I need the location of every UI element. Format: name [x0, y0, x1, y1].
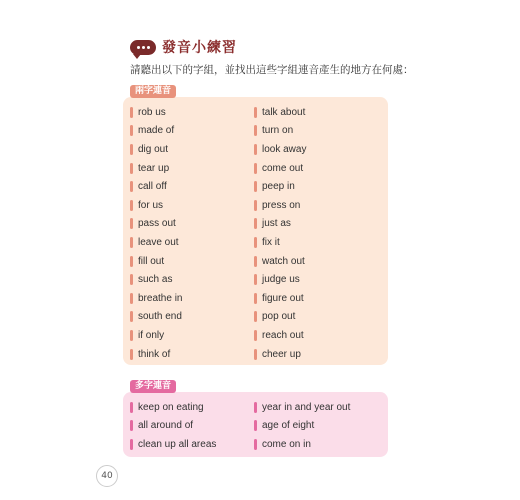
phrase-item-text: come on in: [262, 438, 311, 450]
bullet-marker-icon: [254, 439, 257, 450]
phrase-item-text: leave out: [138, 236, 179, 248]
bullet-marker-icon: [130, 256, 133, 267]
bullet-marker-icon: [254, 402, 257, 413]
phrase-item: [254, 289, 378, 308]
phrase-item-text: just as: [262, 218, 291, 230]
phrase-item-text: all around of: [138, 420, 194, 432]
bullet-marker-icon: [130, 402, 133, 413]
phrase-item: [254, 140, 378, 159]
bullet-marker-icon: [130, 439, 133, 450]
phrase-item: [130, 270, 254, 289]
bullet-marker-icon: [254, 107, 257, 118]
phrase-item-text: such as: [138, 274, 173, 286]
phrase-item: [254, 159, 378, 178]
bullet-marker-icon: [130, 125, 133, 136]
speech-bubble-icon: [130, 40, 156, 55]
bullet-marker-icon: [254, 274, 257, 285]
bullet-marker-icon: [254, 181, 257, 192]
phrase-item-text: clean up all areas: [138, 438, 217, 450]
phrase-item-text: if only: [138, 329, 165, 341]
phrase-item-text: talk about: [262, 106, 306, 118]
two-word-linking-tag: 兩字連音: [130, 85, 176, 98]
bullet-marker-icon: [130, 200, 133, 211]
page-number: 40: [96, 465, 118, 487]
phrase-item-text: age of eight: [262, 420, 315, 432]
bullet-marker-icon: [130, 181, 133, 192]
phrase-item: [130, 215, 254, 234]
bullet-marker-icon: [254, 293, 257, 304]
phrase-item: [254, 103, 378, 122]
phrase-item-text: year in and year out: [262, 401, 351, 413]
bullet-marker-icon: [254, 125, 257, 136]
phrase-item: [130, 122, 254, 141]
phrase-item: [254, 177, 378, 196]
bullet-marker-icon: [130, 163, 133, 174]
phrase-item: [130, 308, 254, 327]
bullet-marker-icon: [254, 163, 257, 174]
phrase-item-text: breathe in: [138, 292, 183, 304]
phrase-item: [130, 103, 254, 122]
phrase-item: [130, 159, 254, 178]
phrase-item: [130, 398, 254, 417]
phrase-item-text: press on: [262, 199, 301, 211]
bullet-marker-icon: [130, 237, 133, 248]
phrase-item: [130, 140, 254, 159]
phrase-item-text: pass out: [138, 218, 176, 230]
multi-word-linking-tag: 多字連音: [130, 380, 176, 393]
phrase-item: [130, 196, 254, 215]
phrase-item: [254, 326, 378, 345]
phrase-item: [254, 435, 378, 454]
phrase-item-text: cheer up: [262, 348, 301, 360]
bullet-marker-icon: [130, 274, 133, 285]
phrase-item-text: judge us: [262, 274, 300, 286]
phrase-item: [130, 417, 254, 436]
phrase-item-text: call off: [138, 181, 167, 193]
instruction-text: 請聽出以下的字組，並找出這些字組連音產生的地方在何處：: [130, 64, 414, 76]
phrase-item-text: watch out: [262, 255, 305, 267]
phrase-item-text: come out: [262, 162, 304, 174]
phrase-item: [254, 270, 378, 289]
bullet-marker-icon: [254, 420, 257, 431]
bullet-marker-icon: [254, 218, 257, 229]
bullet-marker-icon: [254, 330, 257, 341]
phrase-item: [254, 196, 378, 215]
page-title: 發音小練習: [162, 40, 237, 56]
bullet-marker-icon: [130, 107, 133, 118]
phrase-item: [254, 398, 378, 417]
phrase-item-text: made of: [138, 125, 175, 137]
bullet-marker-icon: [254, 349, 257, 360]
phrase-item: [130, 233, 254, 252]
bullet-marker-icon: [130, 293, 133, 304]
phrase-item-text: tear up: [138, 162, 170, 174]
phrase-item: [254, 215, 378, 234]
bullet-marker-icon: [254, 256, 257, 267]
two-word-list: [130, 103, 378, 363]
phrase-item-text: fix it: [262, 236, 280, 248]
phrase-item: [254, 417, 378, 436]
bullet-marker-icon: [254, 200, 257, 211]
bullet-marker-icon: [254, 237, 257, 248]
phrase-item-text: dig out: [138, 143, 169, 155]
phrase-item: [254, 308, 378, 327]
phrase-item-text: south end: [138, 311, 182, 323]
phrase-item: [254, 345, 378, 364]
bullet-marker-icon: [130, 330, 133, 341]
phrase-item-text: turn on: [262, 125, 294, 137]
phrase-item: [254, 122, 378, 141]
phrase-item-text: look away: [262, 143, 307, 155]
phrase-item-text: reach out: [262, 329, 304, 341]
section-header: [130, 37, 237, 57]
phrase-item-text: keep on eating: [138, 401, 204, 413]
bullet-marker-icon: [130, 420, 133, 431]
bullet-marker-icon: [130, 144, 133, 155]
phrase-item-text: peep in: [262, 181, 295, 193]
phrase-item-text: pop out: [262, 311, 296, 323]
phrase-item-text: think of: [138, 348, 171, 360]
multi-word-list: [130, 398, 378, 454]
phrase-item: [254, 252, 378, 271]
phrase-item: [254, 233, 378, 252]
phrase-item: [130, 345, 254, 364]
phrase-item-text: fill out: [138, 255, 165, 267]
phrase-item: [130, 252, 254, 271]
phrase-item: [130, 326, 254, 345]
phrase-item: [130, 177, 254, 196]
bullet-marker-icon: [254, 311, 257, 322]
phrase-item-text: rob us: [138, 106, 166, 118]
bullet-marker-icon: [130, 349, 133, 360]
phrase-item-text: for us: [138, 199, 164, 211]
bullet-marker-icon: [130, 218, 133, 229]
phrase-item: [130, 435, 254, 454]
phrase-item: [130, 289, 254, 308]
phrase-item-text: figure out: [262, 292, 304, 304]
bullet-marker-icon: [130, 311, 133, 322]
bullet-marker-icon: [254, 144, 257, 155]
